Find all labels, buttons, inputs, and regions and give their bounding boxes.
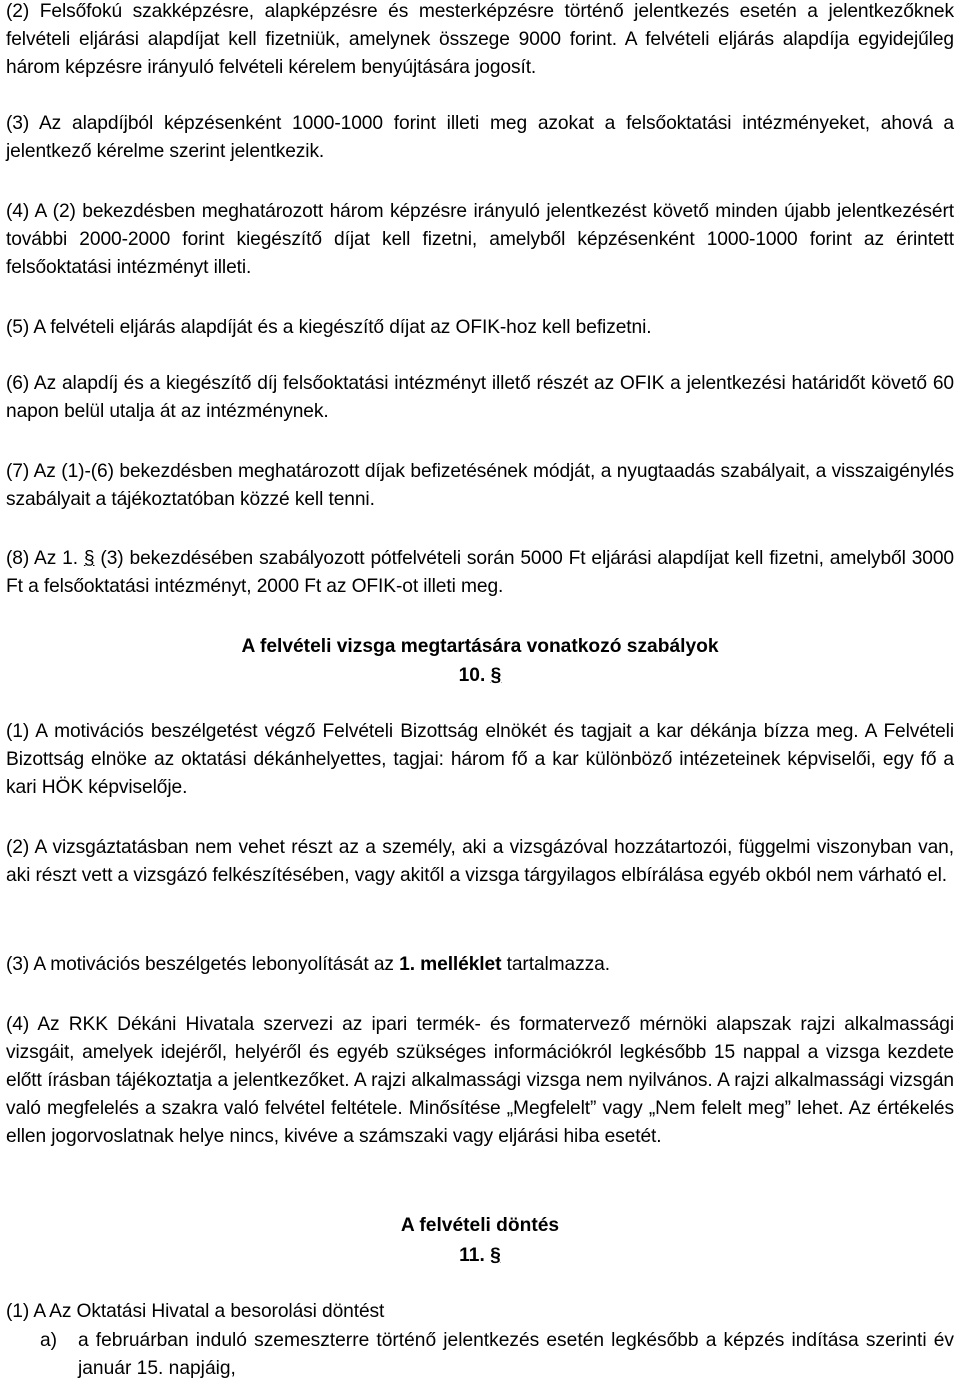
section-sign: § (490, 665, 502, 686)
section-10-paragraph-3: (3) A motivációs beszélgetés lebonyolítását az 1. melléklet tartalmazza. (6, 954, 610, 975)
section-sign: § (83, 548, 95, 569)
paragraph-8: (8) Az 1. § (3) bekezdésében szabályozott pótfelvételi során 5000 Ft eljárási alapdíjat kell fizetni, amelyből 3000 Ft a felsőoktatási intézményt, 2000 Ft az OFIK-ot illeti meg. (6, 548, 955, 597)
section-10-title: A felvételi vizsga megtartására vonatkozó szabályok (241, 636, 719, 657)
paragraph-3: (3) Az alapdíjból képzésenként 1000-1000 forint illeti meg azokat a felsőoktatási intézményeket, ahová a jelentkező kérelme szerint jelentkezik. (6, 113, 954, 162)
paragraph-7: (7) Az (1)-(6) bekezdésben meghatározott díjak befizetésének módját, a nyugtaadás szabályait, a visszaigénylés szabályait a tájékoztatóban közzé kell tenni. (6, 461, 954, 510)
list-item-a (6, 1327, 954, 1383)
paragraph-5: (5) A felvételi eljárás alapdíját és a kiegészítő díjat az OFIK-hoz kell befizetni. (6, 317, 652, 338)
section-10-number: 10. § (458, 665, 502, 686)
section-10-paragraph-1: (1) A motivációs beszélgetést végző Felvételi Bizottság elnökét és tagjait a kar dékánja bízza meg. A Felvételi Bizottság elnöke az oktatási dékánhelyettes, tagjai: három fő a kar különböző intézeteinek képviselői, egy fő a kari HÖK képviselője. (6, 721, 954, 798)
section-10-paragraph-2: (2) A vizsgáztatásban nem vehet részt az a személy, aki a vizsgázóval hozzátartozói, függelmi viszonyban van, aki részt vett a vizsgázó felkészítésében, vagy akitől a vizsga tárgyilagos elbírálása egyéb okból nem várható el. (6, 837, 954, 886)
paragraph-2: (2) Felsőfokú szakképzésre, alapképzésre és mesterképzésre történő jelentkezés esetén a jelentkezőknek felvételi eljárási alapdíjat kell fizetniük, amelynek összege 9000 forint. A felvételi eljárás alapdíja egyidejűleg három képzésre irányuló felvételi kérelem benyújtására jogosít. (6, 1, 954, 78)
section-11-number: 11. § (459, 1245, 501, 1266)
list-item-text: a februárban induló szemeszterre történő jelentkezés esetén legkésőbb a képzés indítása szerinti év január 15. napjáig, (78, 1330, 954, 1379)
paragraph-4: (4) A (2) bekezdésben meghatározott három képzésre irányuló jelentkezést követő minden újabb jelentkezésért további 2000-2000 forint kiegészítő díjat kell fizetni, amelyből képzésenként 1000-1000 forint az érintett felsőoktatási intézményt illeti. (6, 201, 954, 278)
paragraph-6: (6) Az alapdíj és a kiegészítő díj felsőoktatási intézményt illető részét az OFIK a jelentkezési határidőt követő 60 napon belül utalja át az intézménynek. (6, 373, 954, 422)
annex-reference: 1. melléklet (399, 954, 502, 975)
list-marker: a) (40, 1330, 58, 1351)
section-11-title: A felvételi döntés (400, 1215, 560, 1236)
section-10-paragraph-4: (4) Az RKK Dékáni Hivatala szervezi az ipari termék- és formatervező mérnöki alapszak rajzi alkalmassági vizsgáit, amelyek idejéről, helyéről és egyéb szükséges információkról legkésőbb 15 nappal a vizsga kezdete előtt írásban tájékoztatja a jelentkezőket. A rajzi alkalmassági vizsga nem nyilvános. A rajzi alkalmassági vizsgán való megfelelés a szakra való felvétel feltétele. Minősítése „Megfelelt” vagy „Nem felelt meg” lehet. Az értékelés ellen jogorvoslatnak helye nincs, kivéve a számszaki vagy eljárási hiba esetét. (6, 1014, 954, 1147)
section-11-paragraph-1: (1) A Az Oktatási Hivatal a besorolási döntést (6, 1301, 385, 1322)
section-sign: § (490, 1245, 501, 1266)
